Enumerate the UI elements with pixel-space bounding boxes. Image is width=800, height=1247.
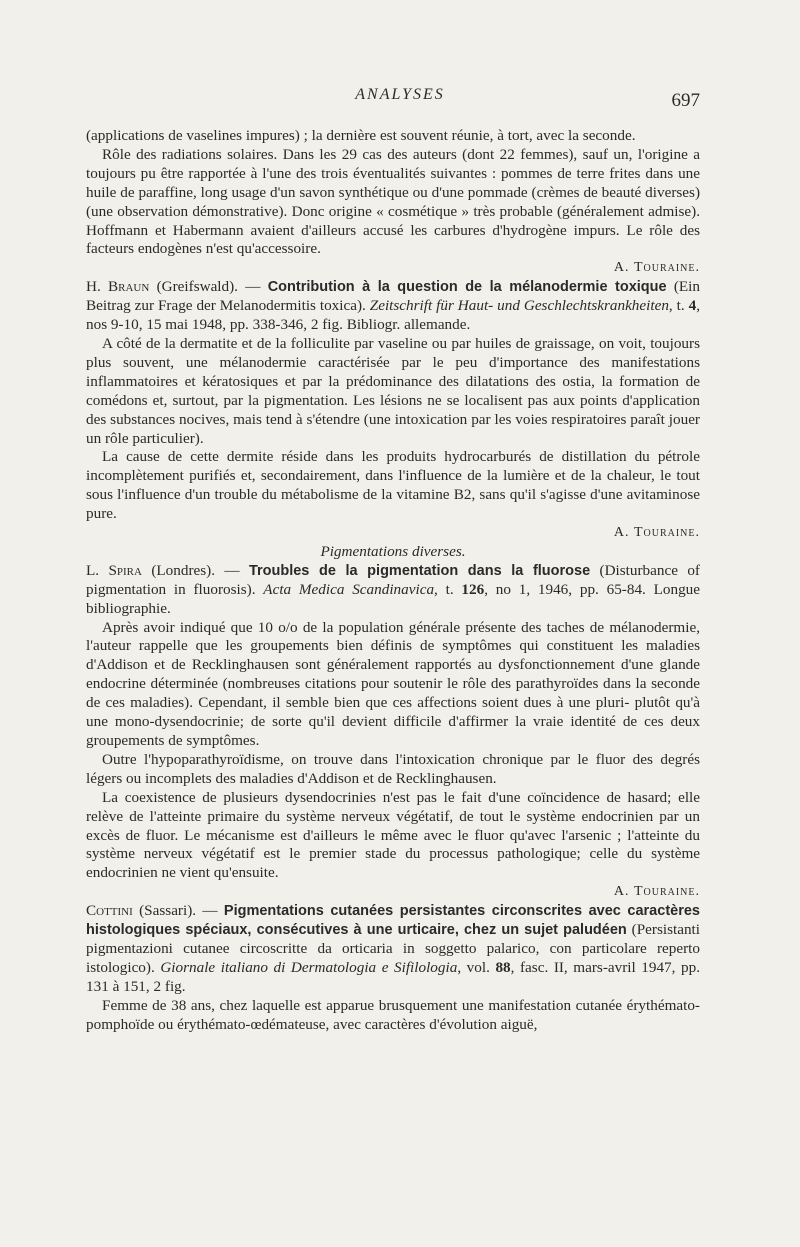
reference-original-title: (Disturbance of pigmentation in fluorosis). (86, 561, 700, 598)
reference-journal: Acta Medica Scandinavica (263, 580, 435, 598)
reference-details: , no 1, 1946, pp. 65-84. Longue bibliographie. (86, 580, 701, 617)
reference-details: , nos 9-10, 15 mai 1948, pp. 338-346, 2 fig. Bibliogr. allemande. (86, 297, 700, 334)
prev-paragraph-end: (applications de vaselines impures) ; la dernière est souvent réunie, à tort, avec la seconde. (86, 127, 636, 144)
reference-author: Cottini (86, 902, 133, 920)
reference-place: (Greifswald). — (149, 278, 268, 296)
running-head (0, 82, 800, 112)
spira-paragraph-1: Après avoir indiqué que 10 o/o de la population générale présente des taches de mélanodermie, l'auteur rappelle que les groupements bien définis de symptômes qui constituent les maladies d'Addison et de Recklinghausen sont généralement rapportés au dysfonctionnement d'une glande endocrine déterminée (nombreuses citations pour soutenir le rôle des parathyroïdes dans la seconde de ces maladies). Cependant, il semble bien que ces affections soient dues à une pluri- plutôt qu'à une mono-dysendocrinie; de sorte qu'il devient difficile d'affirmer la vraie identité de ces deux groupements de symptômes. (86, 618, 700, 749)
spira-paragraph-2: Outre l'hypoparathyroïdisme, on trouve dans l'intoxication chronique par le fluor des degrés légers ou incomplets des maladies d'Addison et de Recklinghausen. (86, 750, 700, 787)
reference-volume: 126 (461, 580, 485, 598)
reference-place: (Sassari). — (132, 902, 224, 920)
reference-volume-prefix: , t. (434, 580, 462, 598)
reference-title: Troubles de la pigmentation dans la fluorose (248, 562, 591, 579)
spira-signature (86, 883, 700, 902)
cottini-paragraph-1: Femme de 38 ans, chez laquelle est apparue brusquement une manifestation cutanée érythémato-pomphoïde ou érythémato-œdémateuse, avec caractères d'évolution aiguë, (86, 996, 700, 1033)
reference-volume-prefix: , t. (668, 297, 689, 315)
braun-paragraph-1: A côté de la dermatite et de la folliculite par vaseline ou par huiles de graissage, on voit, toujours plus souvent, une mélanodermie caractérisée par le peu d'importance des manifestations inflammatoires et kératosiques et par la prédominance des dilatations des ostia, la formation de comédons et, surtout, par la pigmentation. Les lésions ne se localisent pas aux points d'application des substances nocives, mais tend à s'étendre (une intoxication par les voies respiratoires paraît jouer un rôle particulier). (86, 334, 700, 447)
spira-reference (86, 562, 700, 619)
signature-name: Touraine. (633, 260, 700, 276)
cottini-reference (86, 902, 700, 997)
running-title: ANALYSES (355, 86, 445, 103)
reference-author: H. Braun (86, 278, 150, 296)
reference-journal: Giornale italiano di Dermatologia e Sifilologia (160, 958, 458, 976)
reference-original-title: (Ein Beitrag zur Frage der Melanodermitis toxica). (86, 278, 700, 315)
reference-title: Contribution à la question de la mélanodermie toxique (267, 279, 667, 296)
braun-paragraph-2: La cause de cette dermite réside dans les produits hydrocarburés de distillation du pétrole incomplètement purifiés et, secondairement, dans l'influence de la lumière et de la chaleur, le tout sous l'influence d'un trouble du métabolisme de la vitamine B2, sans qu'il s'agisse d'une avitaminose pure. (86, 448, 700, 523)
signature-initial: A. (613, 884, 634, 900)
reference-volume-prefix: , vol. (457, 958, 496, 976)
section-title: Pigmentations diverses. (320, 542, 466, 560)
reference-title: Pigmentations cutanées persistantes circonscrites avec caractères histologiques spéciaux, consécutives à une urticaire, chez un sujet paludéen (86, 903, 700, 939)
braun-reference (86, 278, 700, 335)
page-number: 697 (671, 90, 700, 111)
body-text (86, 127, 700, 1035)
reference-details: , fasc. II, mars-avril 1947, pp. 131 à 151, 2 fig. (86, 958, 700, 995)
signature-initial: A. (613, 260, 634, 276)
reference-original-title: (Persistanti pigmentazioni cutanee circoscritte da orticaria in soggetto palarico, con particolare reperto istologico). (86, 921, 700, 976)
reference-place: (Londres). — (141, 561, 249, 579)
signature-name: Touraine. (633, 884, 700, 900)
reference-author: L. Spira (86, 561, 142, 579)
signature-name: Touraine. (633, 525, 700, 541)
prev-paragraph: Rôle des radiations solaires. Dans les 29 cas des auteurs (dont 22 femmes), sauf un, l'origine a toujours pu être rapportée à l'une des trois éventualités suivantes : pommes de terre frites dans une huile de paraffine, long usage d'un savon synthétique ou d'une pommade (crèmes de beauté diverses) (une observation démonstrative). Donc origine « cosmétique » très probable (généralement admise). Hoffmann et Habermann avaient d'ailleurs accusé les carbures d'hydrogène impurs. Le rôle des facteurs endogènes n'est qu'accessoire. (86, 145, 700, 258)
reference-volume: 88 (495, 958, 511, 976)
spira-paragraph-3: La coexistence de plusieurs dysendocrinies n'est pas le fait d'une coïncidence de hasard; elle relève de l'atteinte primaire du système nerveux végétatif, de tout le système endocrinien par un excès de fluor. Le mécanisme est d'ailleurs le même avec le fluor qu'avec l'arsenic ; l'atteinte du système nerveux végétatif est le premier stade du processus pathologique; celle du système endocrinien ne vient qu'ensuite. (86, 788, 700, 882)
reference-volume: 4 (688, 297, 697, 315)
prev-signature (86, 259, 700, 278)
signature-initial: A. (613, 525, 634, 541)
braun-signature (86, 524, 700, 543)
reference-journal: Zeitschrift für Haut- und Geschlechtskrankheiten (369, 297, 669, 315)
